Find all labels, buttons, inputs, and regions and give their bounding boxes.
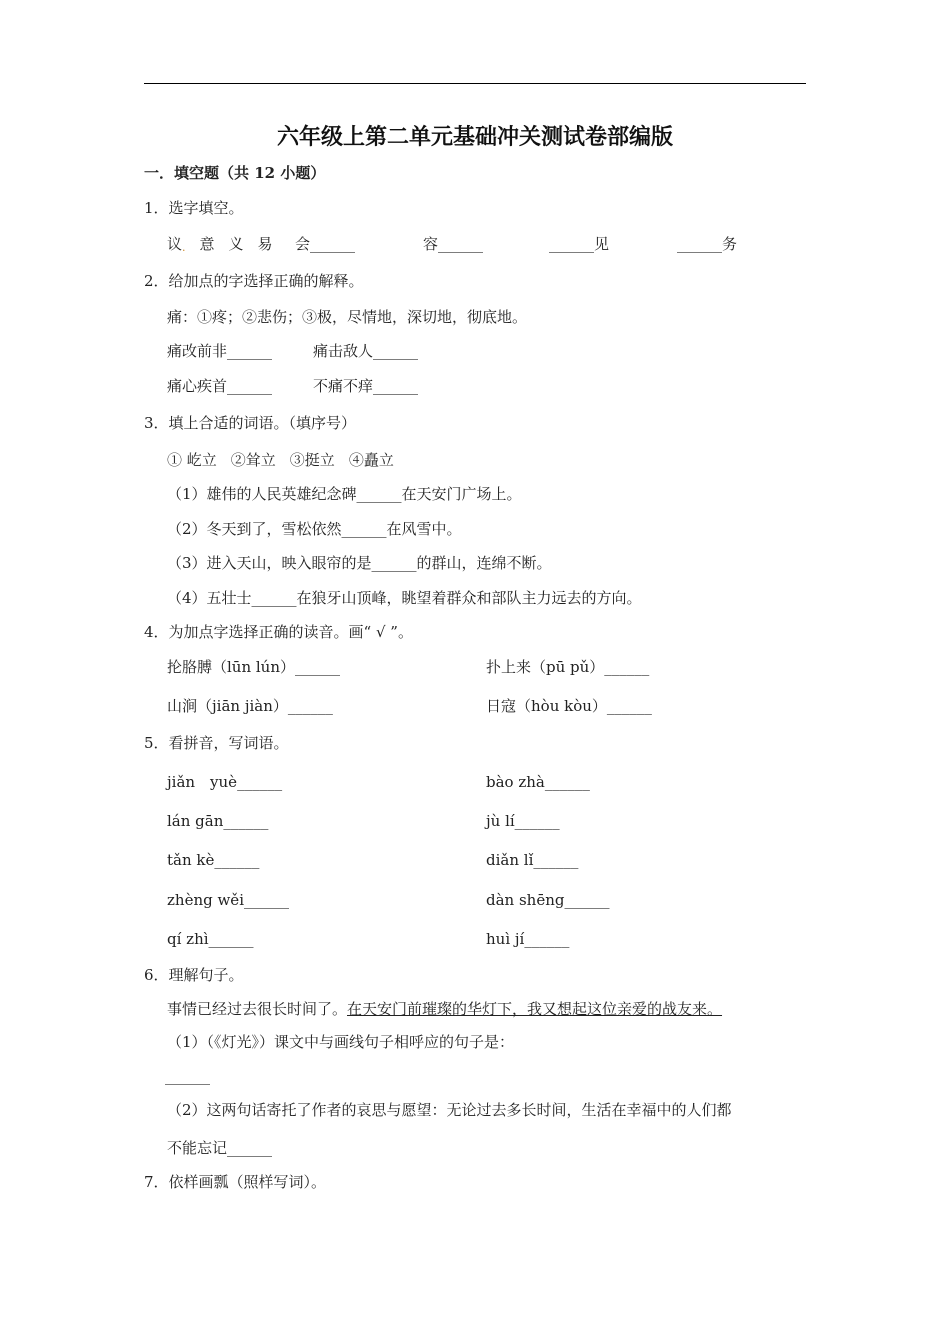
q3-line[interactable]: （1）雄伟的人民英雄纪念碑______在天安门广场上。: [167, 485, 522, 503]
q6-passage: [167, 999, 722, 1019]
q3-option: ③挺立: [289, 451, 335, 469]
q5-item[interactable]: qí zhì______: [167, 930, 254, 948]
q3-option: ① 屹立: [167, 451, 217, 469]
section-heading: 一．填空题（共 12 小题）: [144, 164, 326, 182]
q2-item[interactable]: 痛改前非______: [167, 342, 273, 360]
q3-option: ②耸立: [230, 451, 276, 469]
emphasis-dot: .: [182, 241, 186, 254]
q5-item[interactable]: diǎn lǐ______: [486, 851, 579, 869]
q4-stem: 4．为加点字选择正确的读音。画“ √ ”。: [144, 623, 413, 641]
q3-line[interactable]: （2）冬天到了，雪松依然______在风雪中。: [167, 520, 462, 538]
q5-item[interactable]: dàn shēng______: [486, 891, 610, 909]
q5-item[interactable]: zhèng wěi______: [167, 891, 289, 909]
q2-item[interactable]: 痛心疾首______: [167, 377, 273, 395]
q1-blank[interactable]: ______务: [677, 235, 738, 253]
q3-options: [167, 450, 394, 470]
q7-stem: 7．依样画瓢（照样写词）。: [144, 1173, 327, 1191]
q6-sub2-blank[interactable]: 不能忘记______: [167, 1139, 273, 1157]
q4-item[interactable]: 扑上来（pū pǔ）______: [486, 658, 650, 676]
q6-sub1-blank[interactable]: ______: [165, 1067, 210, 1085]
q5-item[interactable]: lán gān______: [167, 812, 269, 830]
q2-item[interactable]: 痛击敌人______: [313, 342, 419, 360]
q5-item[interactable]: jiǎn yuè______: [167, 773, 283, 791]
q1-char: 义: [228, 235, 244, 253]
q6-passage-underlined: 在天安门前璀璨的华灯下，我又想起这位亲爱的战友来。: [347, 1000, 723, 1018]
q4-item[interactable]: 山涧（jiān jiàn）______: [167, 697, 333, 715]
q6-sub2: （2）这两句话寄托了作者的哀思与愿望：无论过去多长时间，生活在幸福中的人们都: [167, 1101, 732, 1119]
q1-char: 易: [257, 235, 273, 253]
q5-item[interactable]: bào zhà______: [486, 773, 590, 791]
q3-option: ④矗立: [348, 451, 394, 469]
q1-char: 议: [167, 235, 183, 253]
q1-blank[interactable]: 容______: [423, 235, 484, 253]
q4-item[interactable]: 日寇（hòu kòu）______: [486, 697, 652, 715]
q6-sub1: （1）（《灯光》）课文中与画线句子相呼应的句子是：: [167, 1033, 515, 1051]
q1-blank[interactable]: 会______: [295, 235, 356, 253]
q4-item[interactable]: 抡胳膊（lūn lún）______: [167, 658, 341, 676]
q6-stem: 6．理解句子。: [144, 966, 244, 984]
header-rule: [144, 83, 806, 84]
q1-blank[interactable]: ______见: [549, 235, 610, 253]
q1-char-options: [167, 234, 273, 258]
q5-item[interactable]: tǎn kè______: [167, 851, 260, 869]
q1-char: 意: [199, 235, 215, 253]
q5-stem: 5．看拼音，写词语。: [144, 734, 289, 752]
q2-definition: 痛：①疼；②悲伤；③极，尽情地，深切地，彻底地。: [167, 308, 528, 326]
q5-item[interactable]: huì jí______: [486, 930, 570, 948]
q6-passage-plain: 事情已经过去很长时间了。: [167, 1000, 348, 1018]
q5-item[interactable]: jù lí______: [486, 812, 560, 830]
q3-stem: 3．填上合适的词语。（填序号）: [144, 414, 357, 432]
page-title: 六年级上第二单元基础冲关测试卷部编版: [276, 124, 673, 150]
q2-item[interactable]: 不痛不痒______: [313, 377, 419, 395]
q3-line[interactable]: （4）五壮士______在狼牙山顶峰，眺望着群众和部队主力远去的方向。: [167, 589, 642, 607]
q3-line[interactable]: （3）进入天山，映入眼帘的是______的群山，连绵不断。: [167, 554, 552, 572]
q1-stem: 1．选字填空。: [144, 199, 244, 217]
q2-stem: 2．给加点的字选择正确的解释。: [144, 272, 364, 290]
